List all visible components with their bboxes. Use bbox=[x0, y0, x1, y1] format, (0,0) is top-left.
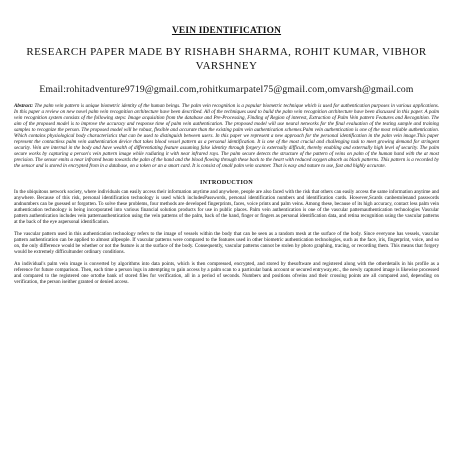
abstract-text: The palm vein pattern is unique biometric identity of the human beings. The palm vein recognition is a popular biometric technique which is used for authentication purposes in various applications. In this paper a review on new novel palm vein recognition architecture have been described. All of the techniques used to build the palm vein recognition architecture have been discussed in this paper. A palm vein recognition system consists of the following steps: Image acquisition from the database and Pre-Processing, Finding of Region of interest, Extraction of Palm Vein pattern Features and Recognition. The aim of the proposed model is to improve the accuracy and response time of palm vein authentication. The proposed model will use neural networks for the final evaluation of the testing sample and training samples to recognize the person. The proposed model will be robust, flexible and accurate than the existing palm vein authentication schemes.Palm vein authentication is one of the most reliable authentication. Which contains physiological body characteristics that can be used to distinguish between users. In this paper we represent a new approach for the personal identification in the palm vein image.This paper represent the contactless palm vein authentication device that takes blood vessel pattern as a personal identification. It is one of the most crucial and challenging task to meet growing demand for stringent security. Vein are internal in the body and have wealth of differentiating feature assuming false identity through forgery is externally difficult, thereby enabling and externally high level of security. The palm secure works by capturing a person's vein pattern image while radiating it with near infrared rays. The palm secure detects the structure of the pattern of veins on palm of the human hand with the at most precision. The sensor emits a near infrared beam towards the palm of the hand and the blood flowing through these back to the heart with reduced oxygen absorb as black patterns. This pattern is a recorded by the sensor and is stored in encrypted from in a database, on a token or an a smart card. It is consist of small palm vein scanner. That is easy and nature to use, fast and highly accurate. bbox=[14, 103, 440, 170]
paper-emails: Email:rohitadventure9719@gmail.com,rohitkumarpatel75@gmail.com,omvarsh@gmail.com bbox=[39, 84, 414, 95]
introduction-paragraph-1: In the ubiquitous network society, where individuals can easily access their information anytime and anywhere, people are also faced with the risk that others can easily access the same information anytime and anywhere. Because of this risk, personal identification technology is used which includesPasswords, personal identification numbers and identification cards. However,Scards canbestolenand passwords andnumbers can be guessed or forgotten. To solve these problems, four methods are developed fingerprints, faces, voice prints and palm veins. Among these, because of its high accuracy, contact less palm vein authentication technology is being incorporated into various financial solution products for use in public places. Palm vein authentication is one of the vascular patternauthentication technologies Vascular pattern authentication includes vein patternauthentication using the vein patterns of the palm, back of the hand, finger or fingers as personal identification data, and retina recognition using the vascular patterns at the back of the eye aspersonal identification. bbox=[14, 188, 439, 225]
paper-title: VEIN IDENTIFICATION bbox=[171, 26, 282, 36]
abstract-label: Abstract: bbox=[14, 103, 34, 109]
paper-page bbox=[14, 26, 439, 291]
paper-authors: RESEARCH PAPER MADE BY RISHABH SHARMA, ROHIT KUMAR, VIBHOR VARSHNEY bbox=[26, 46, 427, 72]
introduction-heading: INTRODUCTION bbox=[199, 178, 254, 186]
abstract-section bbox=[14, 103, 439, 170]
introduction-paragraph-2: The vascular pattern used in this authentication technology refers to the image of vessels within the body that can be seen as a random mesh at the surface of the body. Since everyone has vessels, vascular pattern authentication can be applied to almost allpeople. If vascular patterns were compared to the features used in other biometric authentication technologies, such as the face, iris, fingerprint, voice, and so on, the only difference would be whether or not the feature is at the surface of the body. Consequently, vascular patterns cannot be stolen by photo graphing, tracing, or recording them. This means that forgery would be extremely difficultunder ordinary conditions. bbox=[14, 230, 439, 255]
introduction-paragraph-3: An individual's palm vein image is converted by algorithms into data points, which is then compressed, encrypted, and stored by thesoftware and registered along with the otherdetails in his profile as a reference for future comparison. Then, each time a person logs in attempting to gain access by a palm scan to a particular bank account or secured entryway,etc., the newly captured image is likewise processed and compared to the registered one ortothe bank of stored files for verification, all in a period of seconds. Numbers and positions ofveins and their crossing points are all compared and, depending on verification, the person iseither granted or denied access. bbox=[14, 260, 439, 286]
